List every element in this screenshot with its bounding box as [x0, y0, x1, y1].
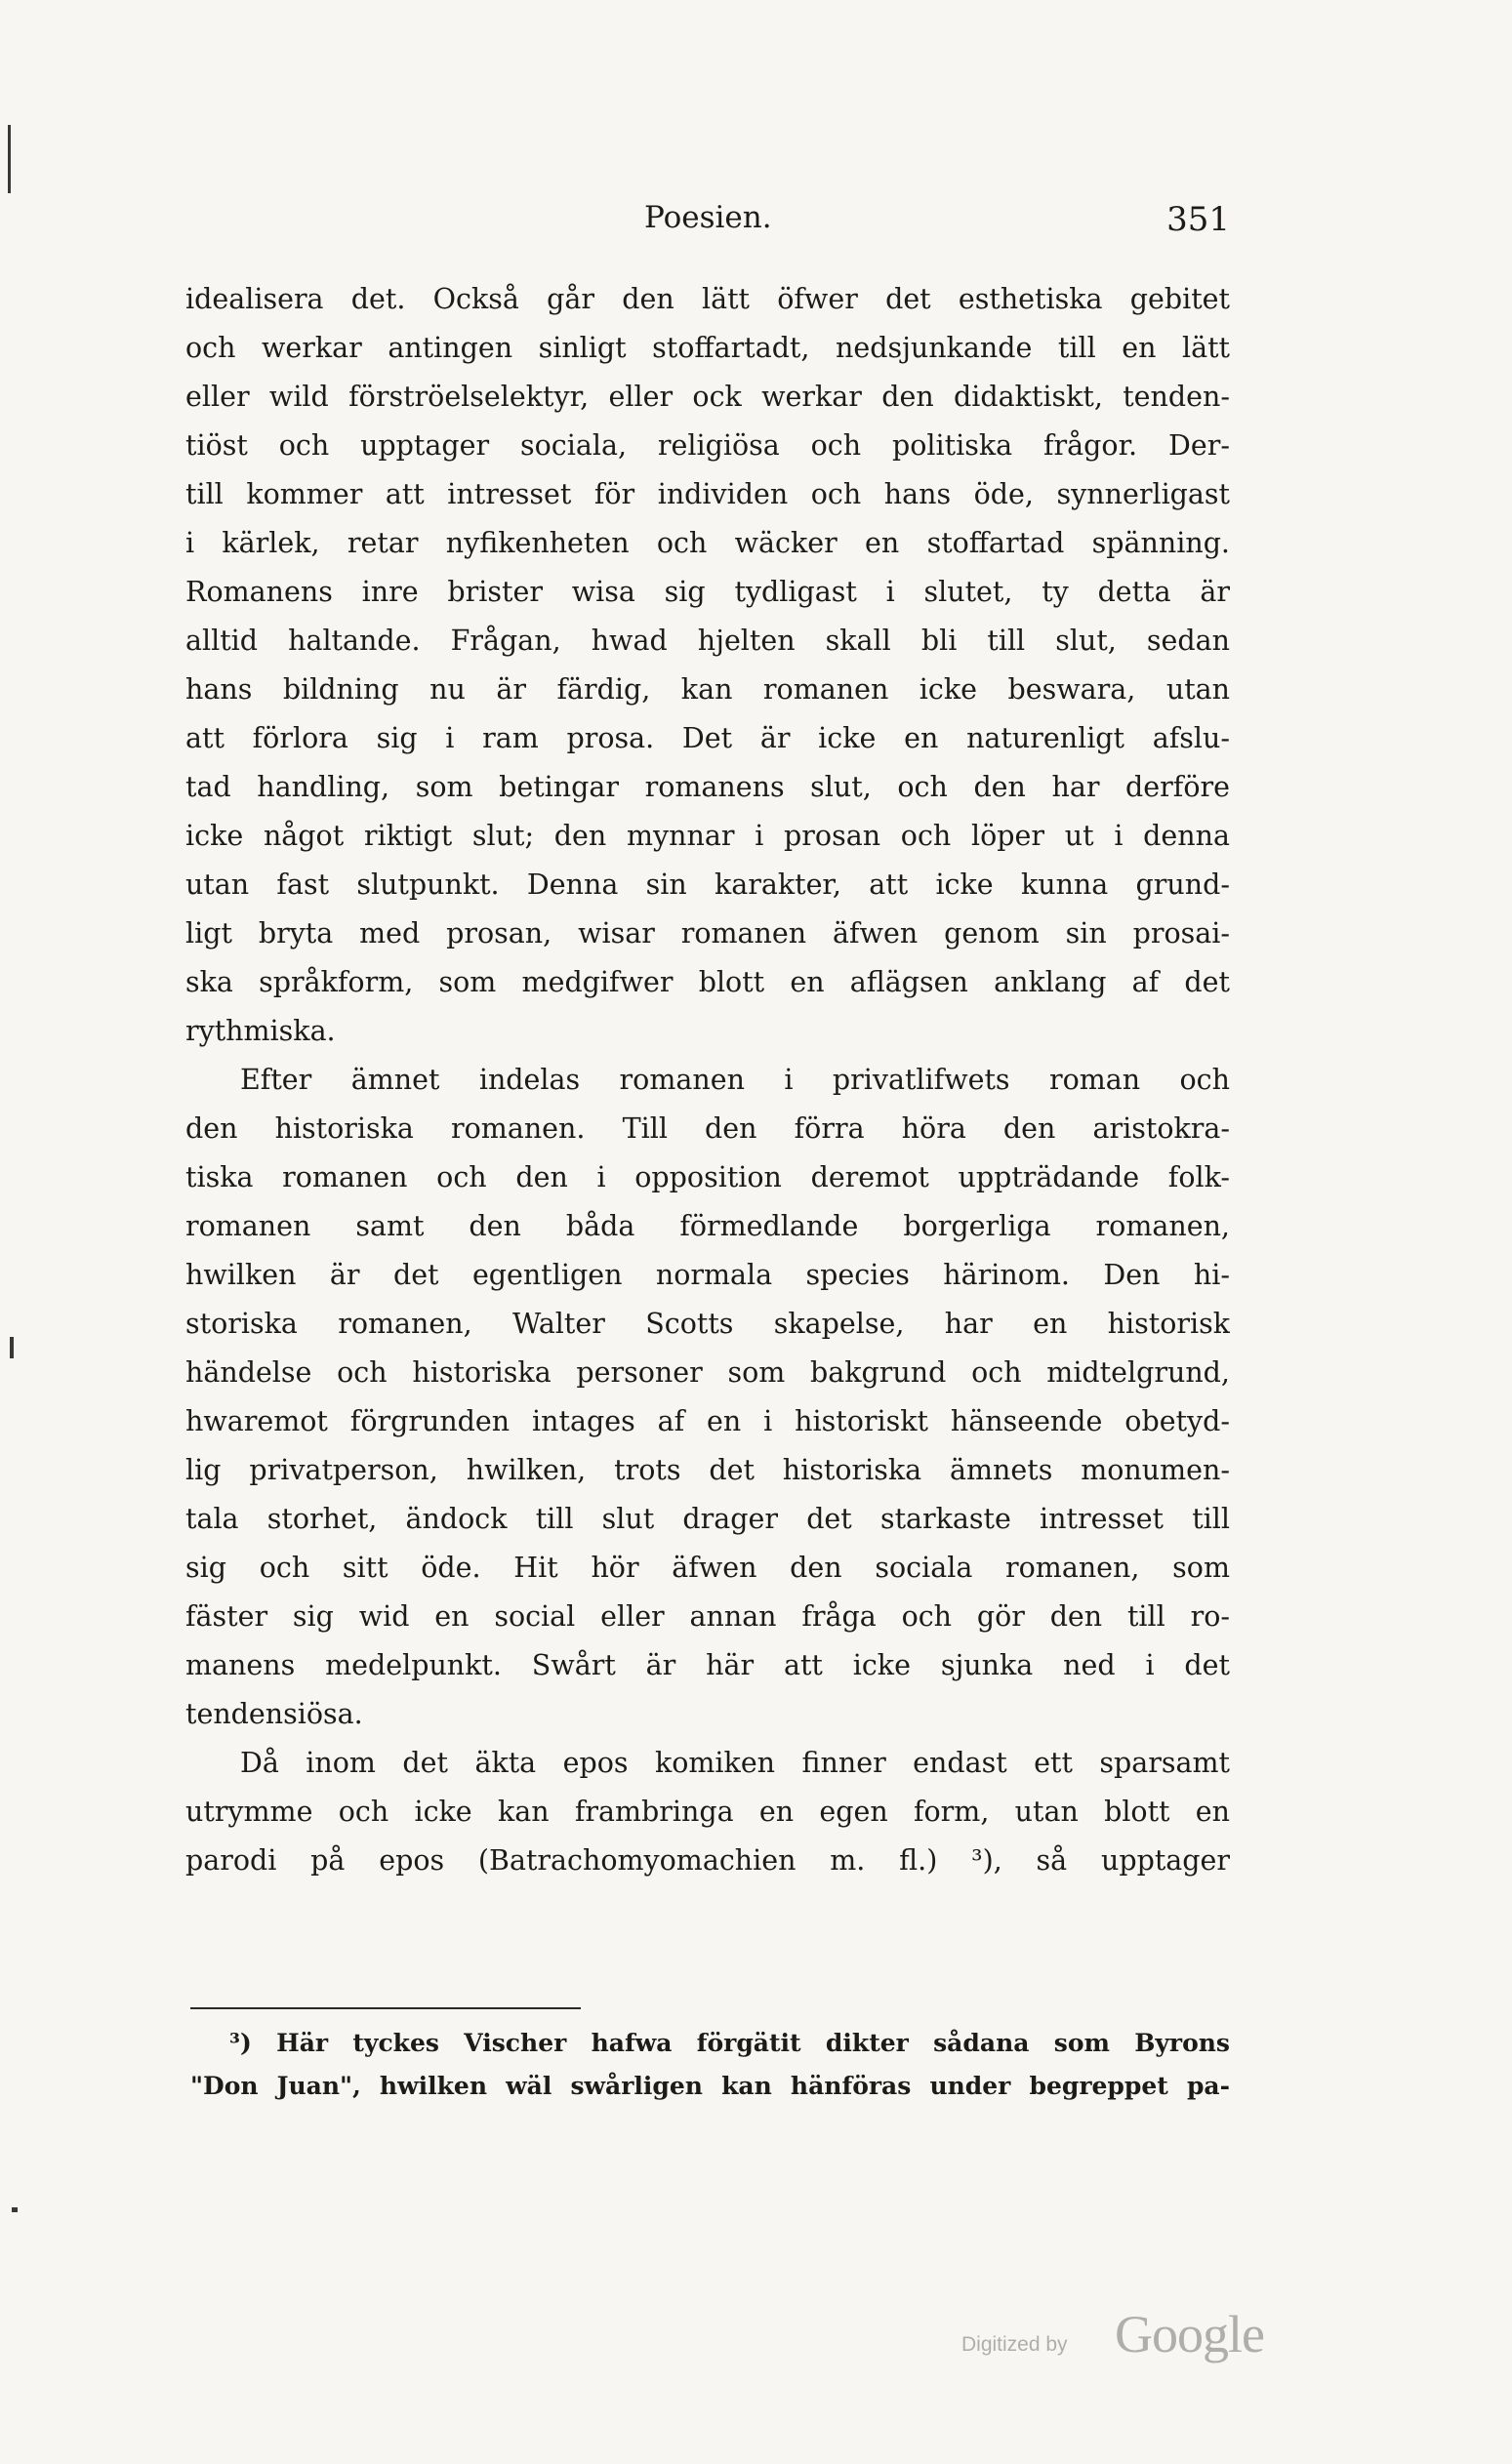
text-line: icke något riktigt slut; den mynnar i prosan och löper ut i denna	[185, 820, 1230, 852]
text-line: och werkar antingen sinligt stoffartadt, nedsjunkande till en lätt	[185, 332, 1230, 364]
digitized-watermark	[961, 2298, 1264, 2366]
footnotes	[190, 2022, 1230, 2108]
text-line: Då inom det äkta epos komiken finner endast ett sparsamt	[240, 1747, 1230, 1779]
text-line: utan fast slutpunkt. Denna sin karakter, att icke kunna grund-	[185, 868, 1230, 901]
footnote-line: ³) Här tyckes Vischer hafwa förgätit dikter sådana som Byrons	[229, 2029, 1230, 2057]
text-line: hwilken är det egentligen normala species härinom. Den hi-	[185, 1259, 1230, 1291]
text-line: eller wild förströelselektyr, eller ock werkar den didaktiskt, tenden-	[185, 381, 1230, 413]
text-line: parodi på epos (Batrachomyomachien m. fl.) ³), så upptager	[185, 1844, 1230, 1877]
text-line: storiska romanen, Walter Scotts skapelse, har en historisk	[185, 1308, 1230, 1340]
google-logo: Google	[1115, 2305, 1264, 2363]
text-line: tala storhet, ändock till slut drager det starkaste intresset till	[185, 1503, 1230, 1535]
page-header	[185, 200, 1230, 247]
text-line: den historiska romanen. Till den förra höra den aristokra-	[185, 1112, 1230, 1145]
text-line: händelse och historiska personer som bakgrund och midtelgrund,	[185, 1356, 1230, 1389]
left-margin-speck	[12, 2207, 18, 2212]
watermark-prefix: Digitized by	[961, 2333, 1068, 2356]
text-line: till kommer att intresset för individen och hans öde, synnerligast	[185, 478, 1230, 510]
text-line: fäster sig wid en social eller annan fråga och gör den till ro-	[185, 1600, 1230, 1633]
text-line: utrymme och icke kan frambringa en egen form, utan blott en	[185, 1796, 1230, 1828]
page-number: 351	[1166, 200, 1230, 239]
left-margin-speck	[10, 1337, 14, 1358]
text-line: alltid haltande. Frågan, hwad hjelten skall bli till slut, sedan	[185, 625, 1230, 657]
text-line: tendensiösa.	[185, 1698, 363, 1730]
text-line: ligt bryta med prosan, wisar romanen äfwen genom sin prosai-	[185, 917, 1230, 949]
text-line: tad handling, som betingar romanens slut, och den har derföre	[185, 771, 1230, 803]
footnote-rule	[190, 2007, 581, 2009]
footnote-line: "Don Juan", hwilken wäl swårligen kan hänföras under begreppet pa-	[190, 2072, 1230, 2100]
text-line: idealisera det. Också går den lätt öfwer det esthetiska gebitet	[185, 283, 1230, 315]
text-line: Romanens inre brister wisa sig tydligast i slutet, ty detta är	[185, 576, 1230, 608]
text-line: hwaremot förgrunden intages af en i historiskt hänseende obetyd-	[185, 1405, 1230, 1437]
text-line: Efter ämnet indelas romanen i privatlifwets roman och	[240, 1064, 1230, 1096]
text-line: tiska romanen och den i opposition deremot uppträdande folk-	[185, 1161, 1230, 1193]
left-edge-mark	[8, 125, 11, 193]
body-text	[185, 275, 1230, 1885]
text-line: romanen samt den båda förmedlande borgerliga romanen,	[185, 1210, 1230, 1242]
text-line: lig privatperson, hwilken, trots det historiska ämnets monumen-	[185, 1454, 1230, 1486]
text-line: att förlora sig i ram prosa. Det är icke en naturenligt afslu-	[185, 722, 1230, 754]
text-line: hans bildning nu är färdig, kan romanen icke beswara, utan	[185, 673, 1230, 706]
text-line: rythmiska.	[185, 1015, 336, 1047]
running-title: Poesien.	[644, 200, 772, 235]
text-line: i kärlek, retar nyfikenheten och wäcker en stoffartad spänning.	[185, 527, 1230, 559]
text-line: manens medelpunkt. Swårt är här att icke sjunka ned i det	[185, 1649, 1230, 1681]
text-line: sig och sitt öde. Hit hör äfwen den sociala romanen, som	[185, 1552, 1230, 1584]
text-line: tiöst och upptager sociala, religiösa och politiska frågor. Der-	[185, 429, 1230, 462]
text-line: ska språkform, som medgifwer blott en aflägsen anklang af det	[185, 966, 1230, 998]
